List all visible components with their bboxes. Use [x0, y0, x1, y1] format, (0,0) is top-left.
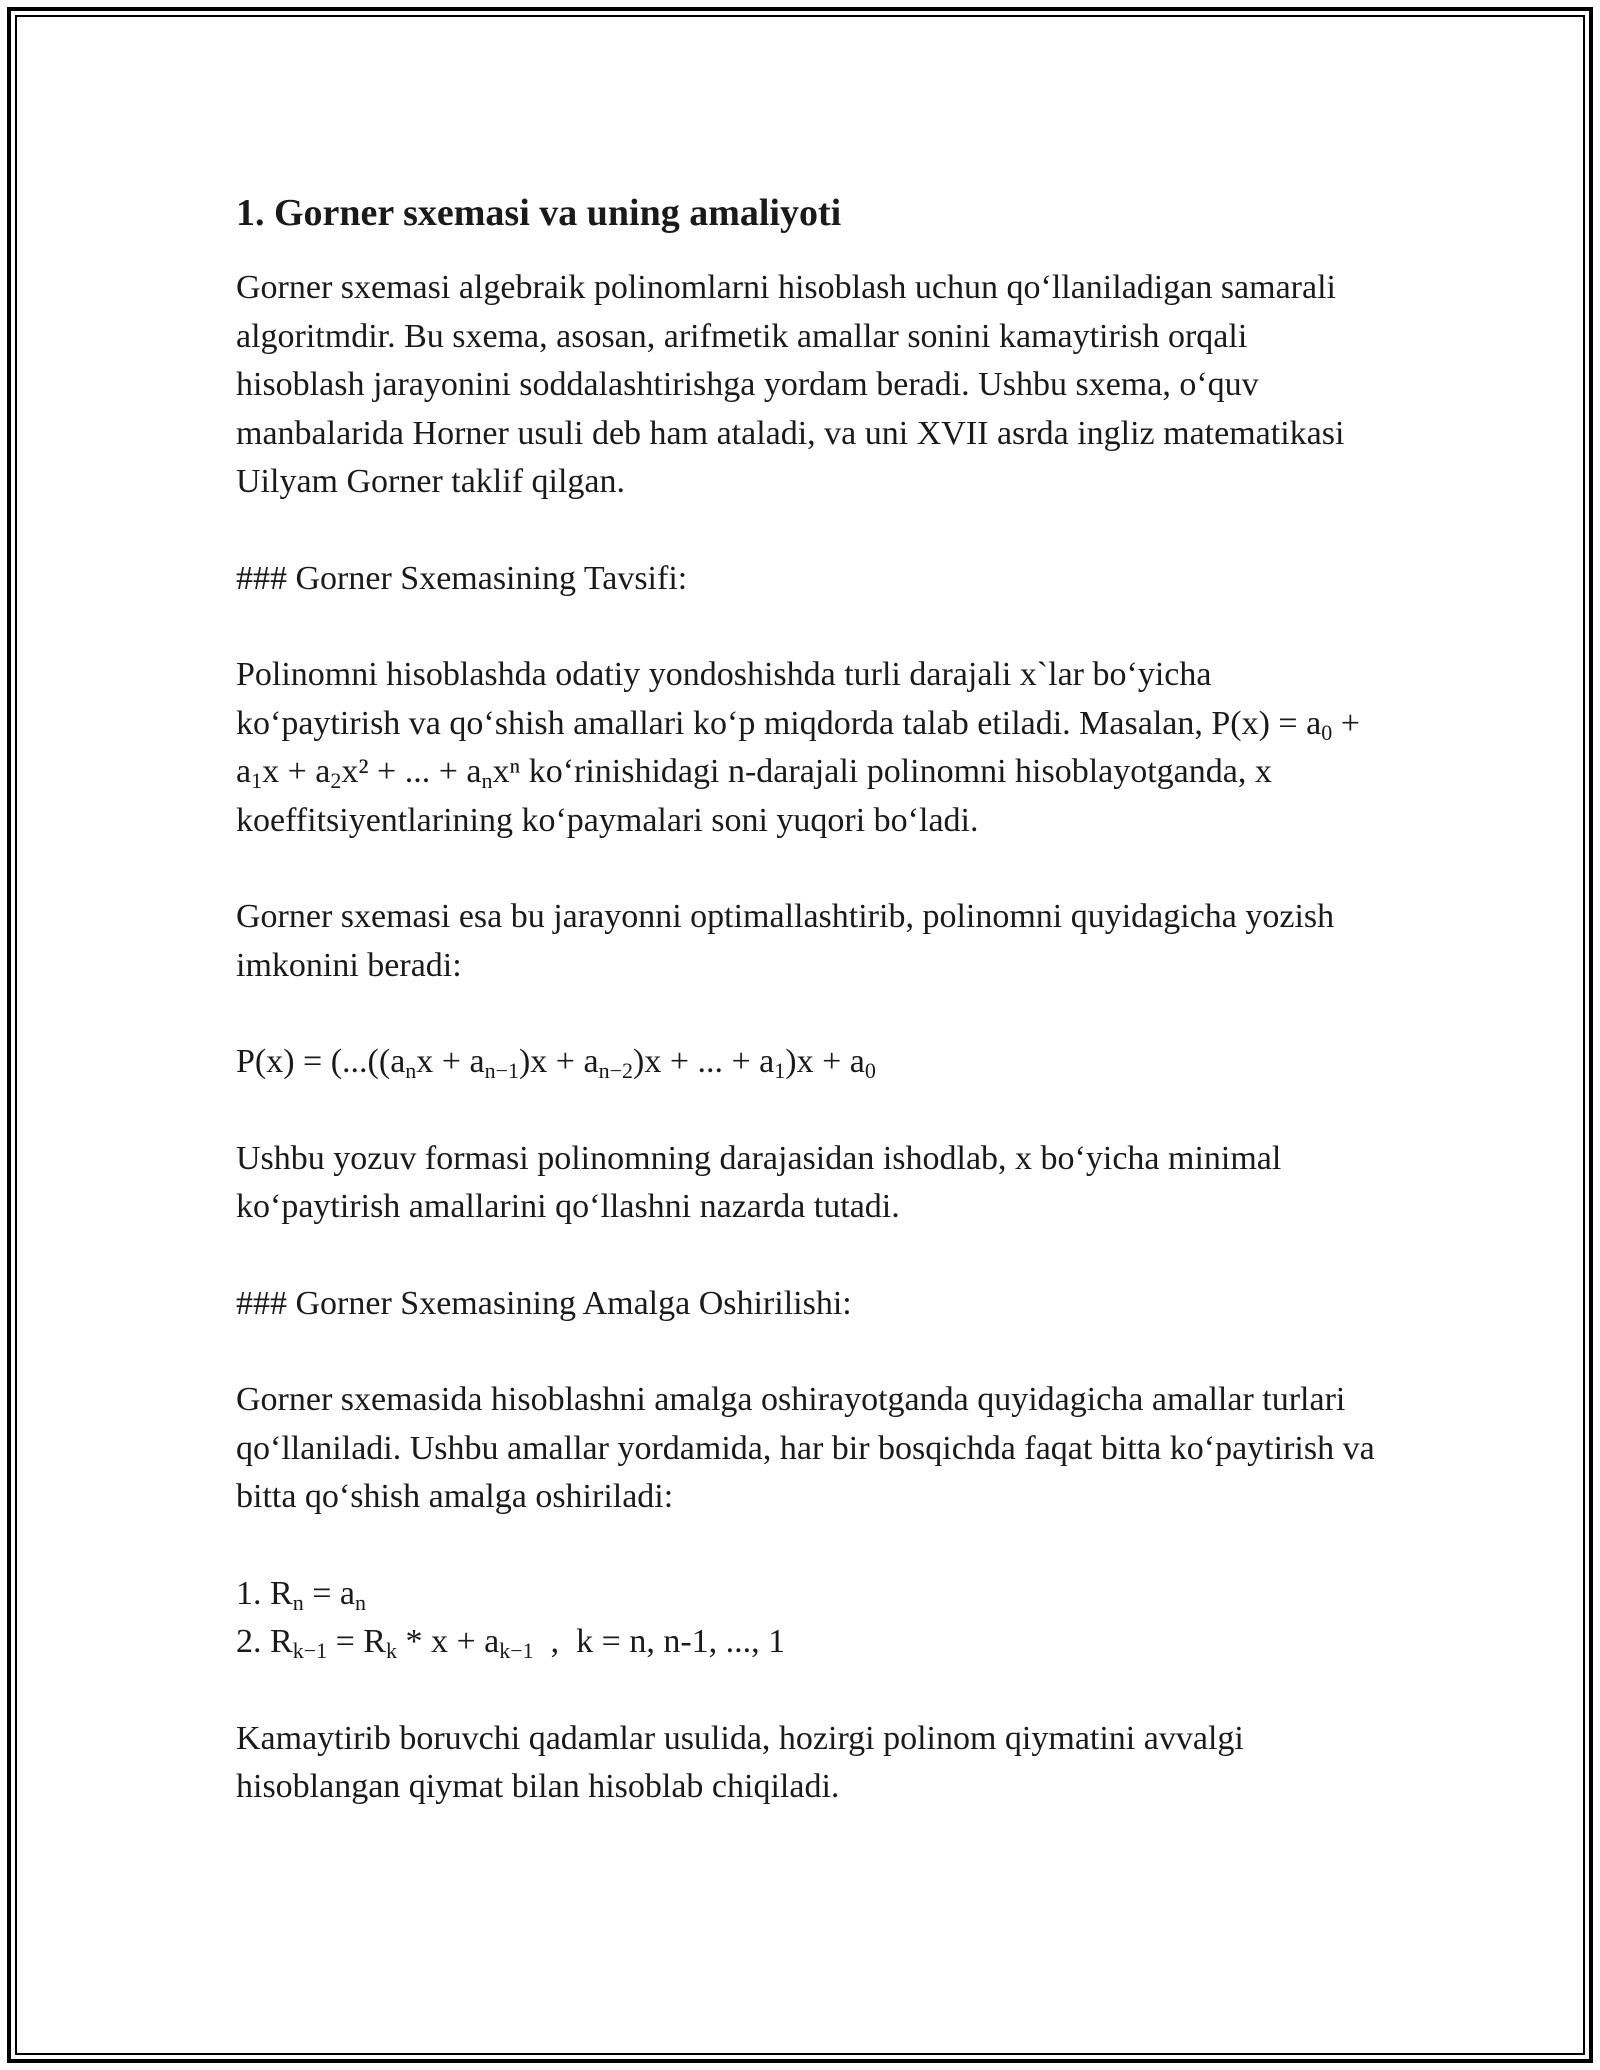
polynomial-description-paragraph: Polinomni hisoblashda odatiy yondoshishda turli darajali x`lar bo‘yicha ko‘paytirish va qo‘shish amallari ko‘p miqdorda talab etiladi. Masalan, $P(x) = a_0 + a_1x + a_2x^2$ + ... + $a_nx^n$ ko‘rinishidagi n-darajali polinomni hisoblayotganda, x koeffitsiyentlarining ko‘paymalari soni yuqori bo‘ladi. — [236, 656, 1360, 839]
list-item-1: 1. $R_n = a_n$ — [236, 1574, 366, 1615]
document-title: 1. Gorner sxemasi va uning amaliyoti — [236, 192, 842, 234]
section-heading-tavsifi: ### Gorner Sxemasining Tavsifi: — [236, 559, 688, 597]
closing-paragraph: Kamaytirib boruvchi qadamlar usulida, hozirgi polinom qiymatini avvalgi hisoblangan qiymat bilan hisoblab chiqiladi. — [236, 1719, 1244, 1805]
list-item-2: 2. $R_{k-1} = R_k * x + a_{k-1}$ , k = n, n-1, ..., 1 — [236, 1623, 786, 1663]
gorner-optimization-paragraph: Gorner sxemasi esa bu jarayonni optimallashtirib, polinomni quyidagicha yozish imkonini beradi: — [236, 898, 1335, 984]
implementation-paragraph: Gorner sxemasida hisoblashni amalga oshirayotganda quyidagicha amallar turlari qo‘llaniladi. Ushbu amallar yordamida, har bir bosqichda faqat bitta ko‘paytirish va bitta qo‘shish amalga oshiriladi: — [236, 1381, 1375, 1515]
paragraph-text-start: Polinomni hisoblashda odatiy yondoshishda turli darajali x`lar bo‘yicha ko‘paytirish va qo‘shish amallari ko‘p miqdorda talab etiladi. Masalan, P(x) = a — [236, 656, 1322, 742]
formula-explanation-paragraph: Ushbu yozuv formasi polinomning darajasidan ishodlab, x bo‘yicha minimal ko‘paytirish amallarini qo‘llashni nazarda tutadi. — [236, 1139, 1282, 1225]
section-heading-amalga-oshirilishi: ### Gorner Sxemasining Amalga Oshirilishi: — [236, 1284, 852, 1322]
paragraph-text-end: ko‘rinishidagi n-darajali polinomni hisoblayotganda, x koeffitsiyentlarining ko‘paymalari soni yuqori bo‘ladi. — [236, 753, 1272, 839]
intro-paragraph: Gorner sxemasi algebraik polinomlarni hisoblash uchun qo‘llaniladigan samarali algoritmdir. Bu sxema, asosan, arifmetik amallar sonini kamaytirish orqali hisoblash jarayonini soddalashtirishga yordam beradi. Ushbu sxema, o‘quv manbalarida Horner usuli deb ham ataladi, va uni XVII asrda ingliz matematikasi Uilyam Gorner taklif qilgan. — [236, 269, 1345, 500]
horner-formula: $P(x) = (...((a_nx + a_{n-1})x + a_{n-2})x$ + ... + $a_1)x + a_0$ — [236, 1043, 876, 1083]
recurrence-list — [236, 1570, 1376, 1667]
list-item-2-range: k = n, n-1, ..., 1 — [576, 1623, 786, 1660]
document-body — [236, 184, 1376, 1860]
